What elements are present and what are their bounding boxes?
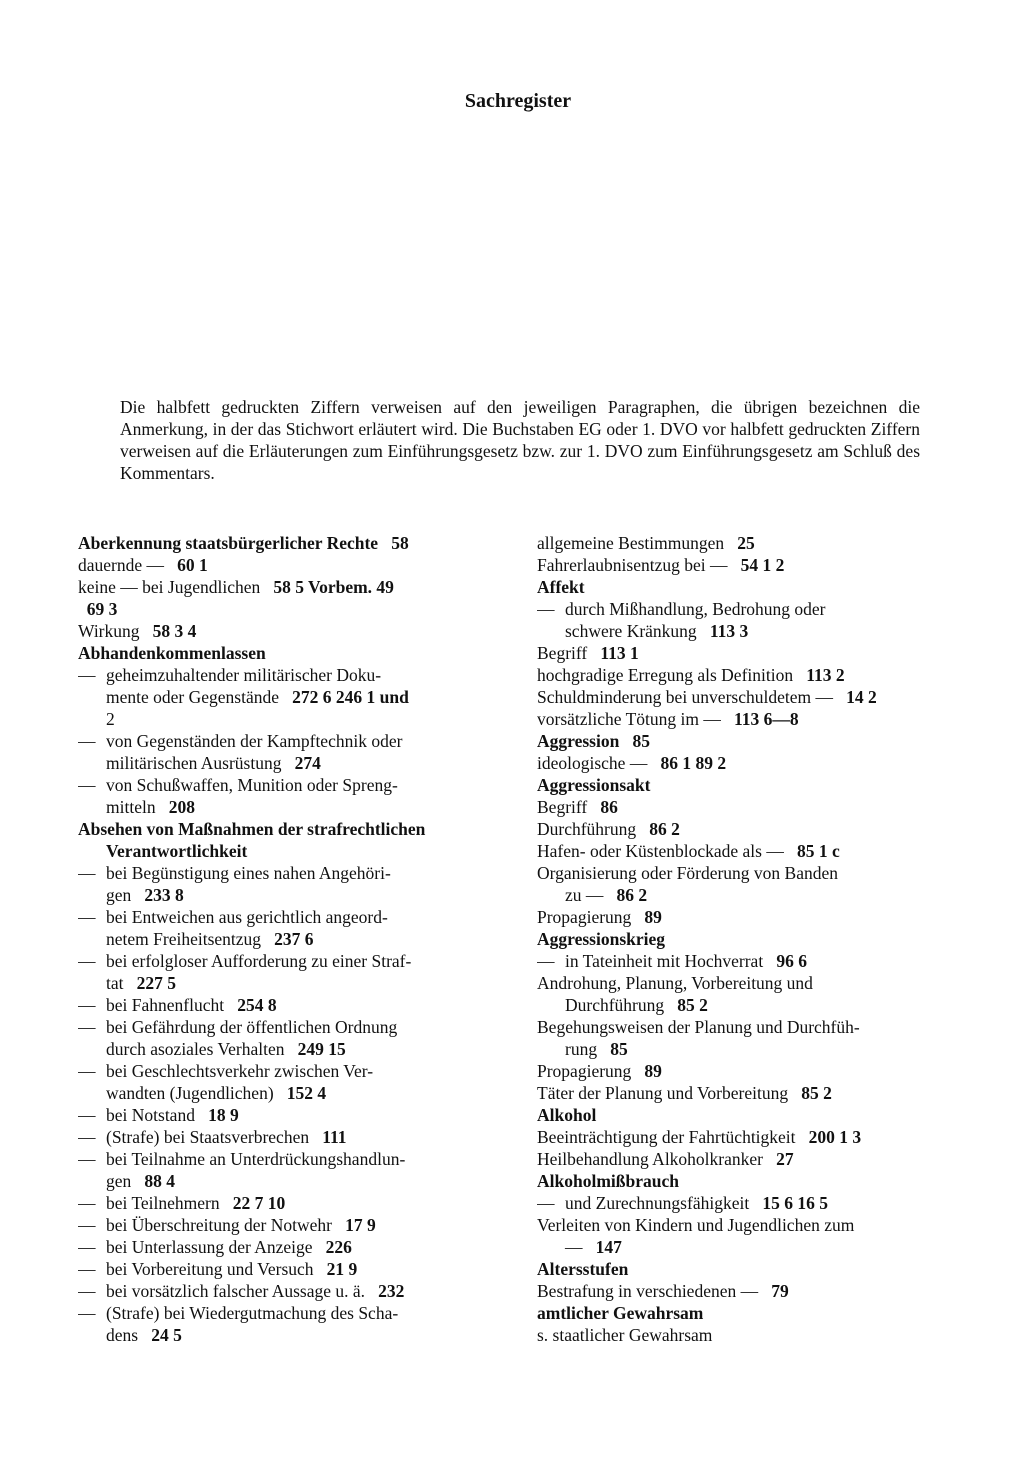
- index-entry-line: [78, 576, 506, 598]
- entry-reference: 208: [159, 797, 195, 817]
- index-entry-line: [78, 620, 506, 642]
- index-entry-line: [537, 1258, 965, 1280]
- index-entry-line: [78, 1214, 506, 1236]
- entry-text: bei vorsätzlich falscher Aussage u. ä.: [106, 1281, 366, 1301]
- index-entry-line: [537, 928, 965, 950]
- entry-text: wandten (Jugendlichen): [106, 1083, 274, 1103]
- entry-text: geheimzuhaltender militärischer Doku-: [106, 665, 382, 685]
- entry-reference: 85: [623, 731, 650, 751]
- entry-text: bei Begünstigung eines nahen Angehöri-: [106, 863, 391, 883]
- entry-text: ideologische —: [537, 753, 648, 773]
- index-entry-line: [537, 664, 965, 686]
- entry-text: 2: [106, 709, 115, 729]
- entry-text: zu —: [565, 885, 604, 905]
- index-entry-line: [537, 994, 965, 1016]
- index-entry-line: [537, 862, 965, 884]
- entry-text: gen: [106, 885, 132, 905]
- entry-text: Begehungsweisen der Planung und Durchfüh-: [537, 1017, 860, 1037]
- entry-text: schwere Kränkung: [565, 621, 697, 641]
- entry-text: Aggressionskrieg: [537, 929, 666, 949]
- entry-text: Affekt: [537, 577, 585, 597]
- entry-text: bei Notstand: [106, 1105, 195, 1125]
- entry-text: bei Teilnehmern: [106, 1193, 220, 1213]
- index-entry-line: [537, 1148, 965, 1170]
- entry-reference: 79: [762, 1281, 789, 1301]
- entry-reference: 96 6: [767, 951, 807, 971]
- entry-text: netem Freiheitsentzug: [106, 929, 262, 949]
- entry-text: Verleiten von Kindern und Jugendlichen zum: [537, 1215, 855, 1235]
- entry-text: bei Fahnenflucht: [106, 995, 225, 1015]
- index-entry-line: [537, 796, 965, 818]
- entry-text: bei Unterlassung der Anzeige: [106, 1237, 313, 1257]
- index-entry-line: [537, 1192, 965, 1214]
- entry-text: (Strafe) bei Staatsverbrechen: [106, 1127, 310, 1147]
- entry-reference: 237 6: [265, 929, 314, 949]
- entry-reference: 113 1: [591, 643, 639, 663]
- index-entry-line: [78, 1192, 506, 1214]
- entry-reference: 85: [601, 1039, 628, 1059]
- index-entry-line: [78, 642, 506, 664]
- index-entry-line: [78, 840, 506, 862]
- entry-reference: 54 1 2: [731, 555, 785, 575]
- entry-text: mente oder Gegenstände: [106, 687, 279, 707]
- index-entry-line: [537, 708, 965, 730]
- entry-text: Durchführung: [565, 995, 665, 1015]
- entry-reference: 113 2: [797, 665, 845, 685]
- index-entry-line: [537, 1214, 965, 1236]
- entry-reference: 21 9: [317, 1259, 358, 1279]
- index-entry-line: [537, 686, 965, 708]
- entry-reference: 85 2: [668, 995, 708, 1015]
- entry-text: Wirkung: [78, 621, 140, 641]
- entry-reference: 18 9: [199, 1105, 239, 1125]
- entry-text: durch asoziales Verhalten: [106, 1039, 285, 1059]
- entry-text: bei Gefährdung der öffentlichen Ordnung: [106, 1017, 398, 1037]
- entry-text: Schuldminderung bei unverschuldetem —: [537, 687, 833, 707]
- entry-text: Hafen- oder Küstenblockade als —: [537, 841, 784, 861]
- entry-reference: 89: [635, 907, 662, 927]
- entry-text: Androhung, Planung, Vorbereitung und: [537, 973, 813, 993]
- index-entry-line: [537, 1126, 965, 1148]
- index-entry-line: [537, 576, 965, 598]
- index-column-right: [537, 532, 965, 1346]
- entry-reference: 15 6 16 5: [753, 1193, 828, 1213]
- index-entry-line: [78, 532, 506, 554]
- entry-text: gen: [106, 1171, 132, 1191]
- entry-text: bei erfolgloser Aufforderung zu einer Straf-: [106, 951, 412, 971]
- index-entry-line: [537, 1324, 965, 1346]
- index-entry-line: [78, 1258, 506, 1280]
- entry-text: Alkoholmißbrauch: [537, 1171, 679, 1191]
- index-entry-line: [537, 1016, 965, 1038]
- entry-text: dens: [106, 1325, 139, 1345]
- index-entry-line: [537, 620, 965, 642]
- entry-reference: 274: [285, 753, 321, 773]
- index-entry-line: [537, 774, 965, 796]
- entry-text: rung: [565, 1039, 598, 1059]
- index-column-left: [78, 532, 506, 1346]
- entry-reference: 86 1 89 2: [651, 753, 727, 773]
- page-title: Sachregister: [464, 90, 572, 112]
- index-entry-line: [78, 1016, 506, 1038]
- index-entry-line: [537, 1104, 965, 1126]
- entry-reference: 232: [369, 1281, 405, 1301]
- index-entry-line: [78, 1302, 506, 1324]
- entry-text: bei Geschlechtsverkehr zwischen Ver-: [106, 1061, 374, 1081]
- index-entry-line: [78, 1082, 506, 1104]
- index-entry-line: [78, 1324, 506, 1346]
- entry-text: Organisierung oder Förderung von Banden: [537, 863, 839, 883]
- index-entry-line: [78, 1236, 506, 1258]
- index-entry-line: [537, 642, 965, 664]
- entry-reference: 227 5: [127, 973, 176, 993]
- index-entry-line: [537, 818, 965, 840]
- entry-reference: 58: [382, 533, 409, 553]
- entry-text: bei Entweichen aus gerichtlich angeord-: [106, 907, 388, 927]
- index-entry-line: [78, 884, 506, 906]
- index-entry-line: [78, 1148, 506, 1170]
- index-entry-line: [537, 730, 965, 752]
- entry-text: Verantwortlichkeit: [106, 841, 248, 861]
- entry-reference: 60 1: [168, 555, 208, 575]
- index-entry-line: [78, 928, 506, 950]
- index-entry-line: [537, 1060, 965, 1082]
- entry-text: bei Überschreitung der Notwehr: [106, 1215, 332, 1235]
- entry-reference: 85 1 c: [788, 841, 840, 861]
- entry-text: Täter der Planung und Vorbereitung: [537, 1083, 789, 1103]
- index-entry-line: [78, 994, 506, 1016]
- entry-reference: 152 4: [278, 1083, 327, 1103]
- index-entry-line: [537, 1170, 965, 1192]
- entry-reference: 86: [591, 797, 618, 817]
- entry-text: Propagierung: [537, 1061, 632, 1081]
- entry-reference: 69 3: [78, 599, 118, 619]
- entry-reference: 58 3 4: [143, 621, 197, 641]
- entry-text: vorsätzliche Tötung im —: [537, 709, 721, 729]
- index-entry-line: [537, 906, 965, 928]
- entry-text: Propagierung: [537, 907, 632, 927]
- entry-reference: 233 8: [135, 885, 184, 905]
- entry-text: in Tateinheit mit Hochverrat: [565, 951, 764, 971]
- entry-text: Aggressionsakt: [537, 775, 651, 795]
- entry-text: von Gegenständen der Kampftechnik oder: [106, 731, 403, 751]
- index-entry-line: [78, 1060, 506, 1082]
- index-entry-line: [78, 1038, 506, 1060]
- entry-text: bei Teilnahme an Unterdrückungshandlun-: [106, 1149, 406, 1169]
- index-entry-line: [78, 906, 506, 928]
- entry-text: und Zurechnungsfähigkeit: [565, 1193, 750, 1213]
- entry-text: Fahrerlaubnisentzug bei —: [537, 555, 728, 575]
- entry-reference: 147: [586, 1237, 622, 1257]
- entry-reference: 86 2: [607, 885, 648, 905]
- entry-text: Alkohol: [537, 1105, 597, 1125]
- index-entry-line: [78, 752, 506, 774]
- index-entry-line: [537, 1280, 965, 1302]
- index-entry-line: [537, 1082, 965, 1104]
- index-entry-line: [78, 664, 506, 686]
- entry-reference: 89: [635, 1061, 662, 1081]
- index-entry-line: [78, 1170, 506, 1192]
- entry-reference: 86 2: [640, 819, 680, 839]
- entry-reference: 113 6—8: [725, 709, 799, 729]
- entry-text: Durchführung: [537, 819, 637, 839]
- entry-reference: 88 4: [135, 1171, 176, 1191]
- entry-reference: 27: [767, 1149, 794, 1169]
- entry-reference: 111: [313, 1127, 347, 1147]
- entry-text: Absehen von Maßnahmen der strafrechtlichen: [78, 819, 426, 839]
- entry-text: allgemeine Bestimmungen: [537, 533, 725, 553]
- index-entry-line: [537, 532, 965, 554]
- index-entry-line: [537, 1038, 965, 1060]
- entry-text: tat: [106, 973, 124, 993]
- index-entry-line: [78, 686, 506, 708]
- index-entry-line: [78, 730, 506, 752]
- entry-text: dauernde —: [78, 555, 165, 575]
- index-entry-line: [78, 1104, 506, 1126]
- entry-reference: 24 5: [142, 1325, 182, 1345]
- entry-reference: 58 5 Vorbem. 49: [264, 577, 394, 597]
- entry-text: Begriff: [537, 643, 588, 663]
- index-entry-line: [537, 884, 965, 906]
- entry-reference: 22 7 10: [224, 1193, 286, 1213]
- index-entry-line: [537, 950, 965, 972]
- entry-text: Altersstufen: [537, 1259, 629, 1279]
- entry-text: Bestrafung in verschiedenen —: [537, 1281, 759, 1301]
- entry-text: Aggression: [537, 731, 620, 751]
- index-entry-line: [78, 818, 506, 840]
- index-entry-line: [78, 862, 506, 884]
- entry-text: hochgradige Erregung als Definition: [537, 665, 794, 685]
- entry-reference: 17 9: [336, 1215, 376, 1235]
- index-entry-line: [78, 950, 506, 972]
- entry-text: Heilbehandlung Alkoholkranker: [537, 1149, 763, 1169]
- entry-text: s. staatlicher Gewahrsam: [537, 1325, 713, 1345]
- entry-reference: 226: [316, 1237, 352, 1257]
- entry-reference: 254 8: [228, 995, 277, 1015]
- index-entry-line: [78, 598, 506, 620]
- index-entry-line: [537, 598, 965, 620]
- entry-reference: 25: [728, 533, 755, 553]
- entry-text: durch Mißhandlung, Bedrohung oder: [565, 599, 826, 619]
- index-entry-line: [537, 972, 965, 994]
- intro-paragraph: Die halbfett gedruckten Ziffern verweisen auf den jeweiligen Paragraphen, die übrigen bezeichnen die Anmerkung, in der das Stichwort erläutert wird. Die Buchstaben EG oder 1. DVO vor halbfett gedruckten Ziffern verweisen auf die Erläuterungen zum Einführungsgesetz bzw. zur 1. DVO zum Einführungsgesetz am Schluß des Kommentars.: [120, 397, 920, 483]
- entry-text: mitteln: [106, 797, 156, 817]
- entry-reference: 113 3: [701, 621, 749, 641]
- index-entry-line: [78, 1126, 506, 1148]
- entry-text: (Strafe) bei Wiedergutmachung des Scha-: [106, 1303, 399, 1323]
- index-entry-line: [78, 774, 506, 796]
- entry-reference: 272 6 246 1 und: [283, 687, 409, 707]
- index-entry-line: [537, 1236, 965, 1258]
- entry-text: keine — bei Jugendlichen: [78, 577, 261, 597]
- entry-text: —: [565, 1237, 583, 1257]
- index-entry-line: [537, 1302, 965, 1324]
- index-entry-line: [537, 840, 965, 862]
- index-entry-line: [78, 972, 506, 994]
- entry-reference: 85 2: [792, 1083, 832, 1103]
- index-entry-line: [78, 1280, 506, 1302]
- entry-text: Aberkennung staatsbürgerlicher Rechte: [78, 533, 379, 553]
- entry-text: bei Vorbereitung und Versuch: [106, 1259, 314, 1279]
- index-entry-line: [537, 554, 965, 576]
- entry-text: Begriff: [537, 797, 588, 817]
- entry-text: Abhandenkommenlassen: [78, 643, 266, 663]
- entry-text: amtlicher Gewahrsam: [537, 1303, 704, 1323]
- entry-text: Beeinträchtigung der Fahrtüchtigkeit: [537, 1127, 796, 1147]
- entry-reference: 249 15: [288, 1039, 346, 1059]
- index-entry-line: [537, 752, 965, 774]
- entry-text: von Schußwaffen, Munition oder Spreng-: [106, 775, 398, 795]
- index-entry-line: [78, 554, 506, 576]
- index-entry-line: [78, 796, 506, 818]
- entry-reference: 200 1 3: [799, 1127, 862, 1147]
- entry-text: militärischen Ausrüstung: [106, 753, 282, 773]
- index-entry-line: [78, 708, 506, 730]
- entry-reference: 14 2: [837, 687, 877, 707]
